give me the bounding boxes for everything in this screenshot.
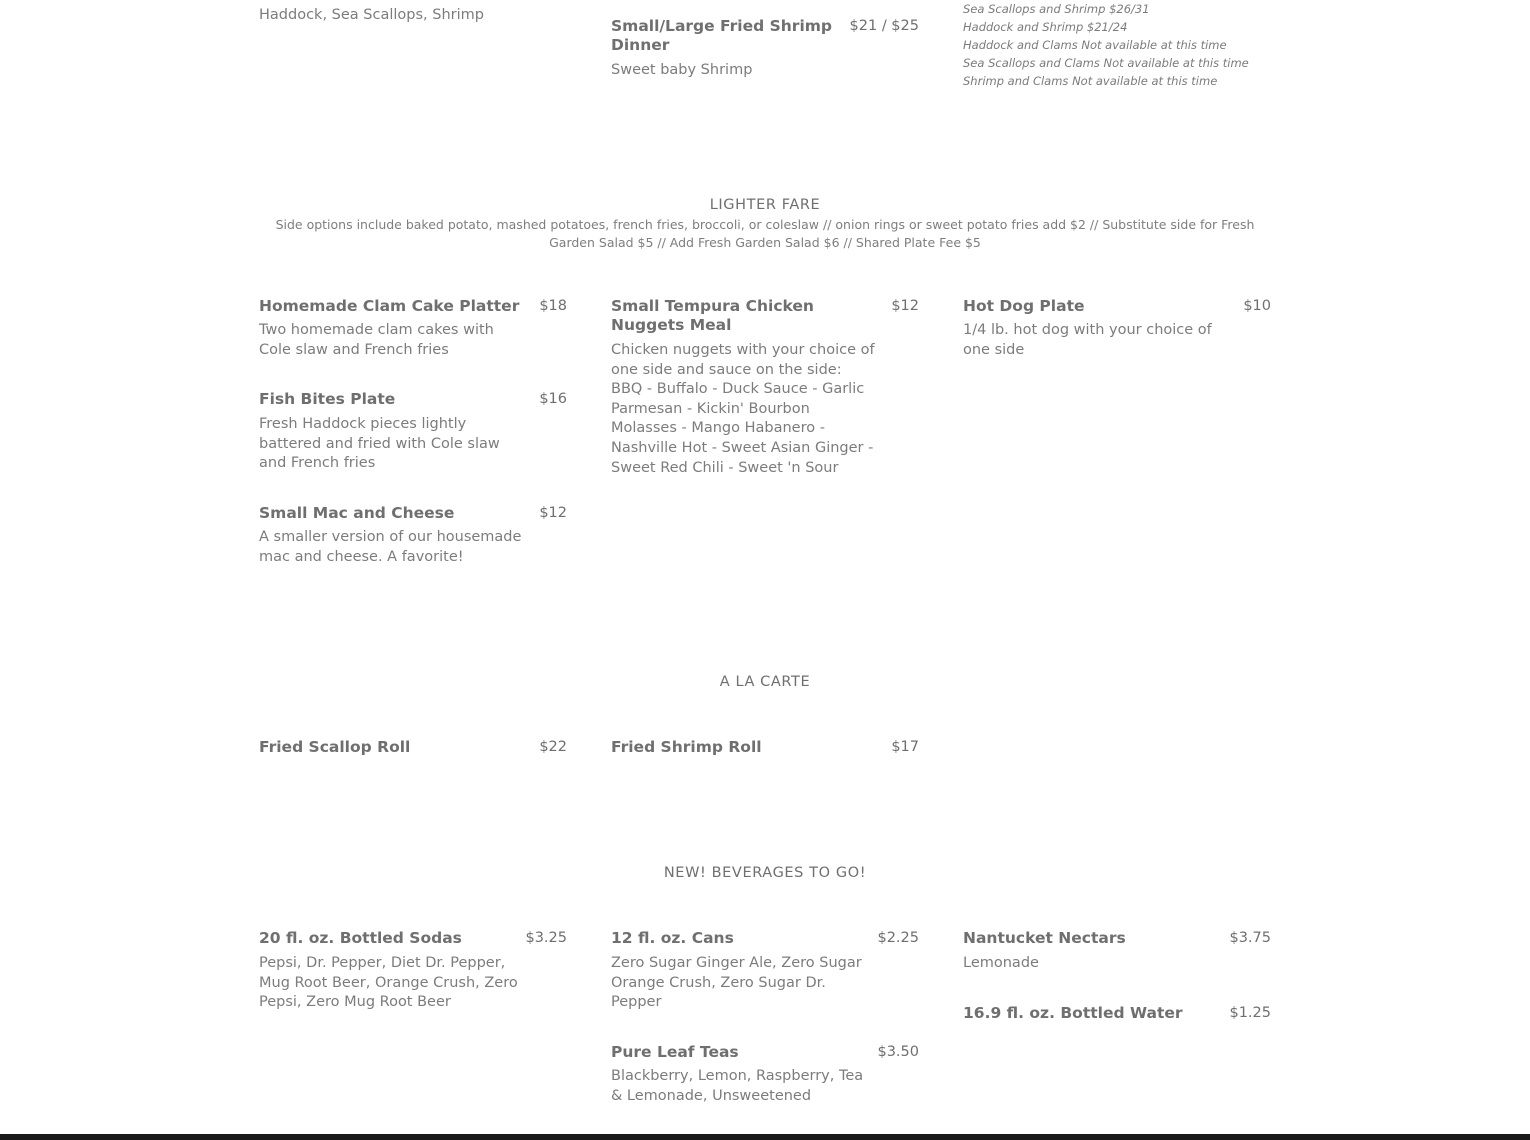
combo-note: Sea Scallops and Clams Not available at this time <box>963 56 1249 70</box>
item-price: $1.25 <box>1229 1005 1271 1021</box>
combo-note: Haddock and Clams Not available at this time <box>963 38 1227 52</box>
item-description: Pepsi, Dr. Pepper, Diet Dr. Pepper, Mug Root Beer, Orange Crush, Zero Pepsi, Zero Mug Root Beer <box>259 955 518 1011</box>
item-price: $10 <box>1243 298 1271 314</box>
item-name: Fish Bites Plate <box>259 390 396 408</box>
item-name: Fried Scallop Roll <box>259 738 411 756</box>
item-price: $2.25 <box>877 930 919 946</box>
combo-note: Haddock and Shrimp $21/24 <box>963 20 1128 34</box>
item-name: Fried Shrimp Roll <box>611 738 762 756</box>
item-description: Haddock, Sea Scallops, Shrimp <box>259 7 484 23</box>
item-description: Fresh Haddock pieces lightly battered and fried with Cole slaw and French fries <box>259 416 500 472</box>
item-name: Nantucket Nectars <box>963 929 1126 947</box>
item-name: Hot Dog Plate <box>963 297 1085 315</box>
item-description: Blackberry, Lemon, Raspberry, Tea & Lemonade, Unsweetened <box>611 1068 864 1104</box>
item-description: Zero Sugar Ginger Ale, Zero Sugar Orange Crush, Zero Sugar Dr. Pepper <box>611 955 862 1011</box>
item-description: Sweet baby Shrimp <box>611 62 753 78</box>
combo-note: Shrimp and Clams Not available at this time <box>963 74 1218 88</box>
combo-note: Sea Scallops and Shrimp $26/31 <box>963 2 1150 16</box>
item-name: Small Tempura Chicken Nuggets Meal <box>611 297 814 334</box>
item-price: $21 / $25 <box>849 18 919 34</box>
item-name: Small Mac and Cheese <box>259 504 455 522</box>
item-price: $18 <box>539 298 567 314</box>
item-description: Chicken nuggets with your choice of one side and sauce on the side: BBQ - Buffalo - Duck Sauce - Garlic Parmesan - Kickin' Bourbon Molasses - Mango Habanero - Nashville Hot - Sweet Asian Ginger - Sweet Red Chili - Sweet 'n Sour <box>611 342 875 476</box>
section-title-beverages: NEW! BEVERAGES TO GO! <box>663 865 867 881</box>
item-price: $16 <box>539 391 567 407</box>
item-name: 16.9 fl. oz. Bottled Water <box>963 1004 1183 1022</box>
item-price: $17 <box>891 739 919 755</box>
item-description: 1/4 lb. hot dog with your choice of one side <box>963 322 1212 358</box>
section-note-lighter-fare: Side options include baked potato, mashed potatoes, french fries, broccoli, or coleslaw // onion rings or sweet potato fries add $2 // Substitute side for Fresh Garden Salad $5 // Add Fresh Garden Salad $6 // Shared Plate Fee $5 <box>275 217 1255 250</box>
item-name: Small/Large Fried Shrimp Dinner <box>611 17 833 54</box>
item-description: Lemonade <box>963 955 1039 971</box>
item-name: Pure Leaf Teas <box>611 1043 739 1061</box>
item-price: $3.75 <box>1229 930 1271 946</box>
item-price: $3.50 <box>877 1044 919 1060</box>
item-price: $12 <box>891 298 919 314</box>
item-description: A smaller version of our housemade mac and cheese. A favorite! <box>259 529 522 565</box>
section-title-a-la-carte: A LA CARTE <box>719 674 811 690</box>
item-price: $12 <box>539 505 567 521</box>
item-price: $22 <box>539 739 567 755</box>
section-title-lighter-fare: LIGHTER FARE <box>709 197 821 213</box>
item-description: Two homemade clam cakes with Cole slaw and French fries <box>259 322 494 358</box>
item-name: 12 fl. oz. Cans <box>611 929 734 947</box>
item-name: 20 fl. oz. Bottled Sodas <box>259 929 462 947</box>
footer-bar <box>0 1134 1530 1140</box>
item-name: Homemade Clam Cake Platter <box>259 297 520 315</box>
item-price: $3.25 <box>525 930 567 946</box>
